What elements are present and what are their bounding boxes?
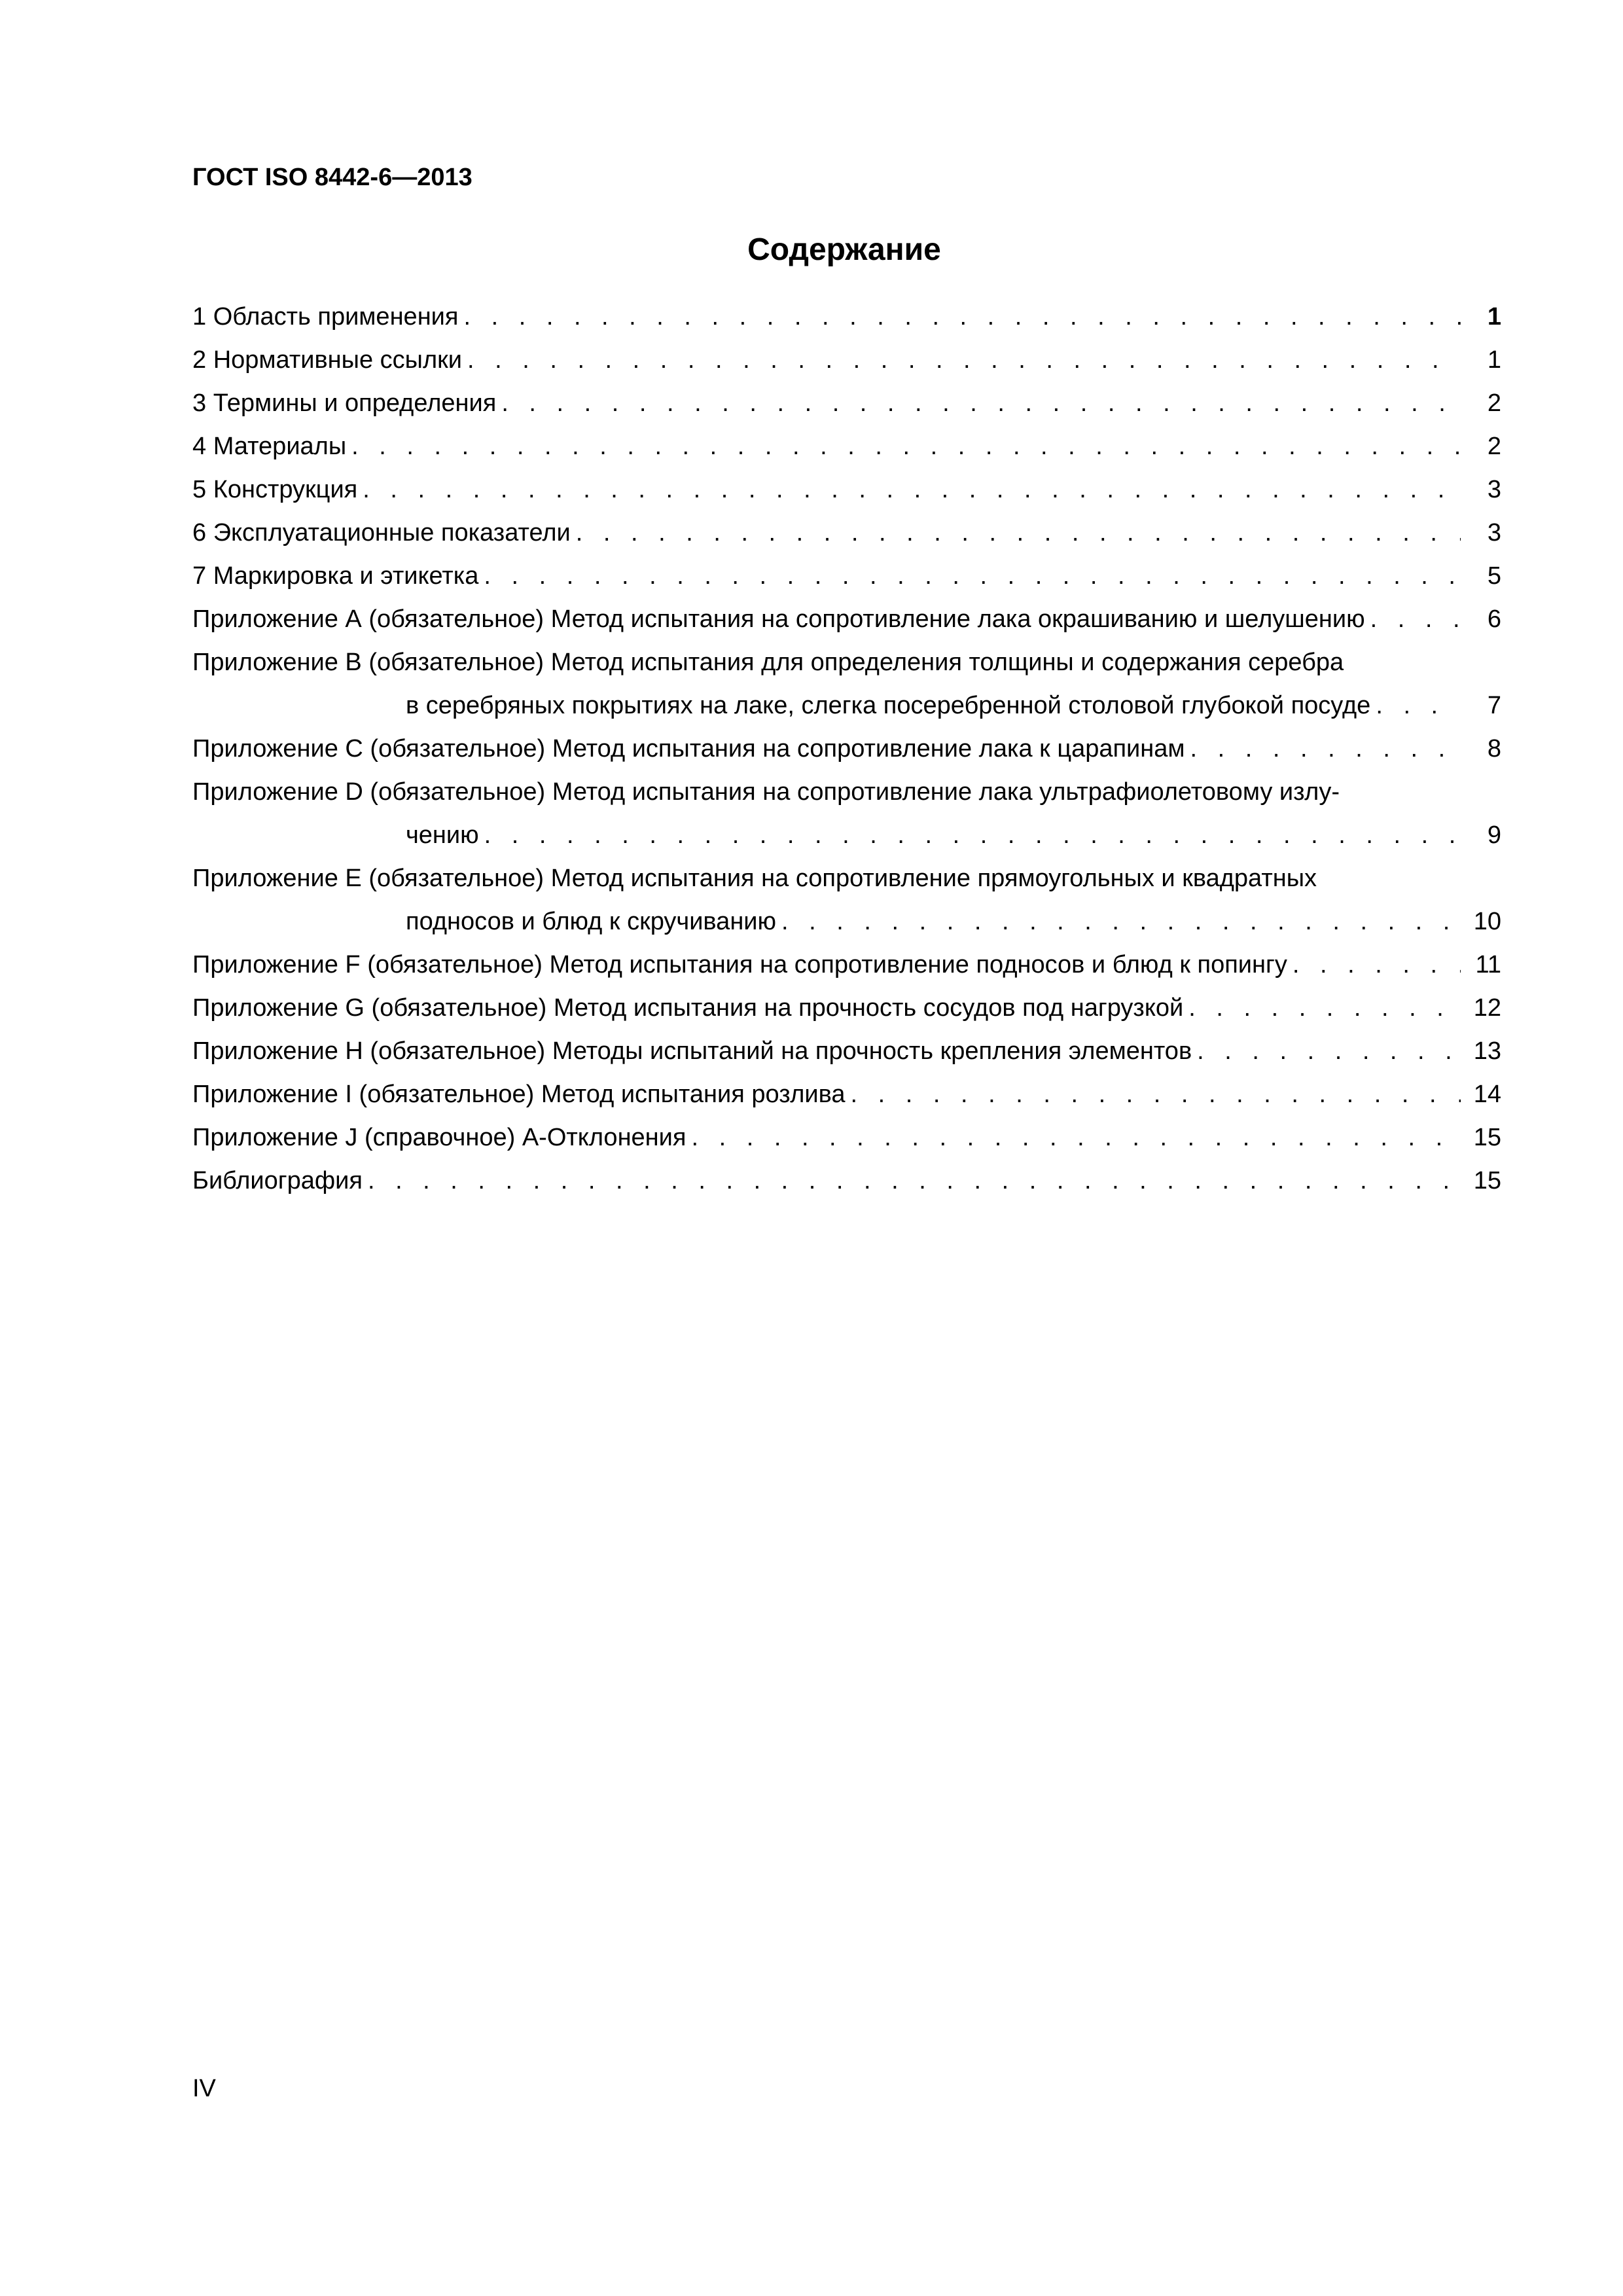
toc-entry-annex-c[interactable] [192,727,1501,770]
toc-entry-label: Приложение С (обязательное) Метод испытания на сопротивление лака к царапинам [192,735,1185,762]
toc-page-number: 10 [1473,908,1501,935]
dot-leader [776,900,1461,943]
toc-page-number: 8 [1487,735,1501,762]
toc-entry-construction[interactable] [192,468,1501,511]
toc-entry-label-line2: в серебряных покрытиях на лаке, слегка посеребренной столовой глубокой посуде [406,692,1371,719]
toc-page-number: 3 [1487,519,1501,547]
toc-entry-label: 7 Маркировка и этикетка [192,562,479,590]
dot-leader [571,511,1461,554]
toc-page-number: 2 [1487,389,1501,417]
toc-page-number: 11 [1475,951,1501,978]
table-of-contents [192,295,1501,1202]
toc-entry-annex-j[interactable] [192,1116,1501,1159]
toc-entry-annex-b[interactable] [192,641,1501,727]
dot-leader [346,425,1461,468]
toc-entry-label: Приложение F (обязательное) Метод испытания на сопротивление подносов и блюд к попингу [192,951,1287,978]
toc-entry-label-line2: чению [406,821,479,849]
toc-entry-annex-f[interactable] [192,943,1501,986]
toc-entry-label: Приложение J (справочное) А-Отклонения [192,1124,687,1151]
toc-entry-normative-references[interactable] [192,338,1501,382]
page-number: IV [192,2075,216,2102]
toc-entry-label: Приложение I (обязательное) Метод испытания розлива [192,1081,846,1108]
toc-entry-label: Приложение А (обязательное) Метод испытания на сопротивление лака окрашиванию и шелушению [192,605,1365,633]
dot-leader [479,814,1461,857]
dot-leader [1185,727,1461,770]
dot-leader [846,1073,1461,1116]
dot-leader [1183,986,1461,1030]
toc-entry-annex-h[interactable] [192,1030,1501,1073]
toc-entry-label-line1: Приложение D (обязательное) Метод испытания на сопротивление лака ультрафиолетовому излу- [192,778,1340,806]
toc-page-number: 15 [1473,1124,1501,1151]
dot-leader [1365,598,1461,641]
toc-page-number: 7 [1487,692,1501,719]
toc-entry-annex-a[interactable] [192,598,1501,641]
toc-entry-label: 4 Материалы [192,433,347,460]
toc-entry-label-line2: подносов и блюд к скручиванию [406,908,777,935]
dot-leader [1192,1030,1461,1073]
toc-page-number: 1 [1487,303,1501,331]
toc-entry-label: Приложение Н (обязательное) Методы испытаний на прочность крепления элементов [192,1037,1192,1065]
dot-leader [357,468,1461,511]
toc-entry-terms-definitions[interactable] [192,382,1501,425]
toc-entry-label: 6 Эксплуатационные показатели [192,519,571,547]
toc-page-number: 1 [1487,346,1501,374]
toc-entry-annex-i[interactable] [192,1073,1501,1116]
toc-entry-label: 2 Нормативные ссылки [192,346,462,374]
toc-entry-annex-e[interactable] [192,857,1501,943]
toc-page-number: 2 [1487,433,1501,460]
toc-entry-annex-d[interactable] [192,770,1501,857]
toc-page-number: 9 [1487,821,1501,849]
dot-leader [1287,943,1461,986]
dot-leader [458,295,1461,338]
toc-entry-annex-g[interactable] [192,986,1501,1030]
dot-leader [363,1159,1461,1202]
toc-page-number: 3 [1487,476,1501,503]
toc-page-number: 13 [1473,1037,1501,1065]
toc-entry-performance[interactable] [192,511,1501,554]
toc-page-number: 6 [1487,605,1501,633]
toc-page-number: 15 [1473,1167,1501,1194]
toc-entry-scope[interactable] [192,295,1501,338]
dot-leader [496,382,1461,425]
toc-entry-label: 5 Конструкция [192,476,358,503]
toc-page-number: 12 [1473,994,1501,1022]
toc-entry-label-line1: Приложение В (обязательное) Метод испытания для определения толщины и содержания серебра [192,649,1344,676]
toc-entry-marking-labelling[interactable] [192,554,1501,598]
toc-entry-label: 1 Область применения [192,303,459,331]
toc-entry-label: Приложение G (обязательное) Метод испытания на прочность сосудов под нагрузкой [192,994,1184,1022]
toc-page-number: 14 [1473,1081,1501,1108]
document-code: ГОСТ ISO 8442-6—2013 [192,164,473,191]
toc-entry-materials[interactable] [192,425,1501,468]
toc-title: Содержание [747,232,941,267]
dot-leader [462,338,1461,382]
dot-leader [478,554,1461,598]
toc-entry-label: Библиография [192,1167,363,1194]
dot-leader [1370,684,1461,727]
toc-entry-label: 3 Термины и определения [192,389,497,417]
toc-entry-bibliography[interactable] [192,1159,1501,1202]
toc-page-number: 5 [1487,562,1501,590]
toc-entry-label-line1: Приложение Е (обязательное) Метод испытания на сопротивление прямоугольных и квадратных [192,865,1317,892]
dot-leader [686,1116,1461,1159]
